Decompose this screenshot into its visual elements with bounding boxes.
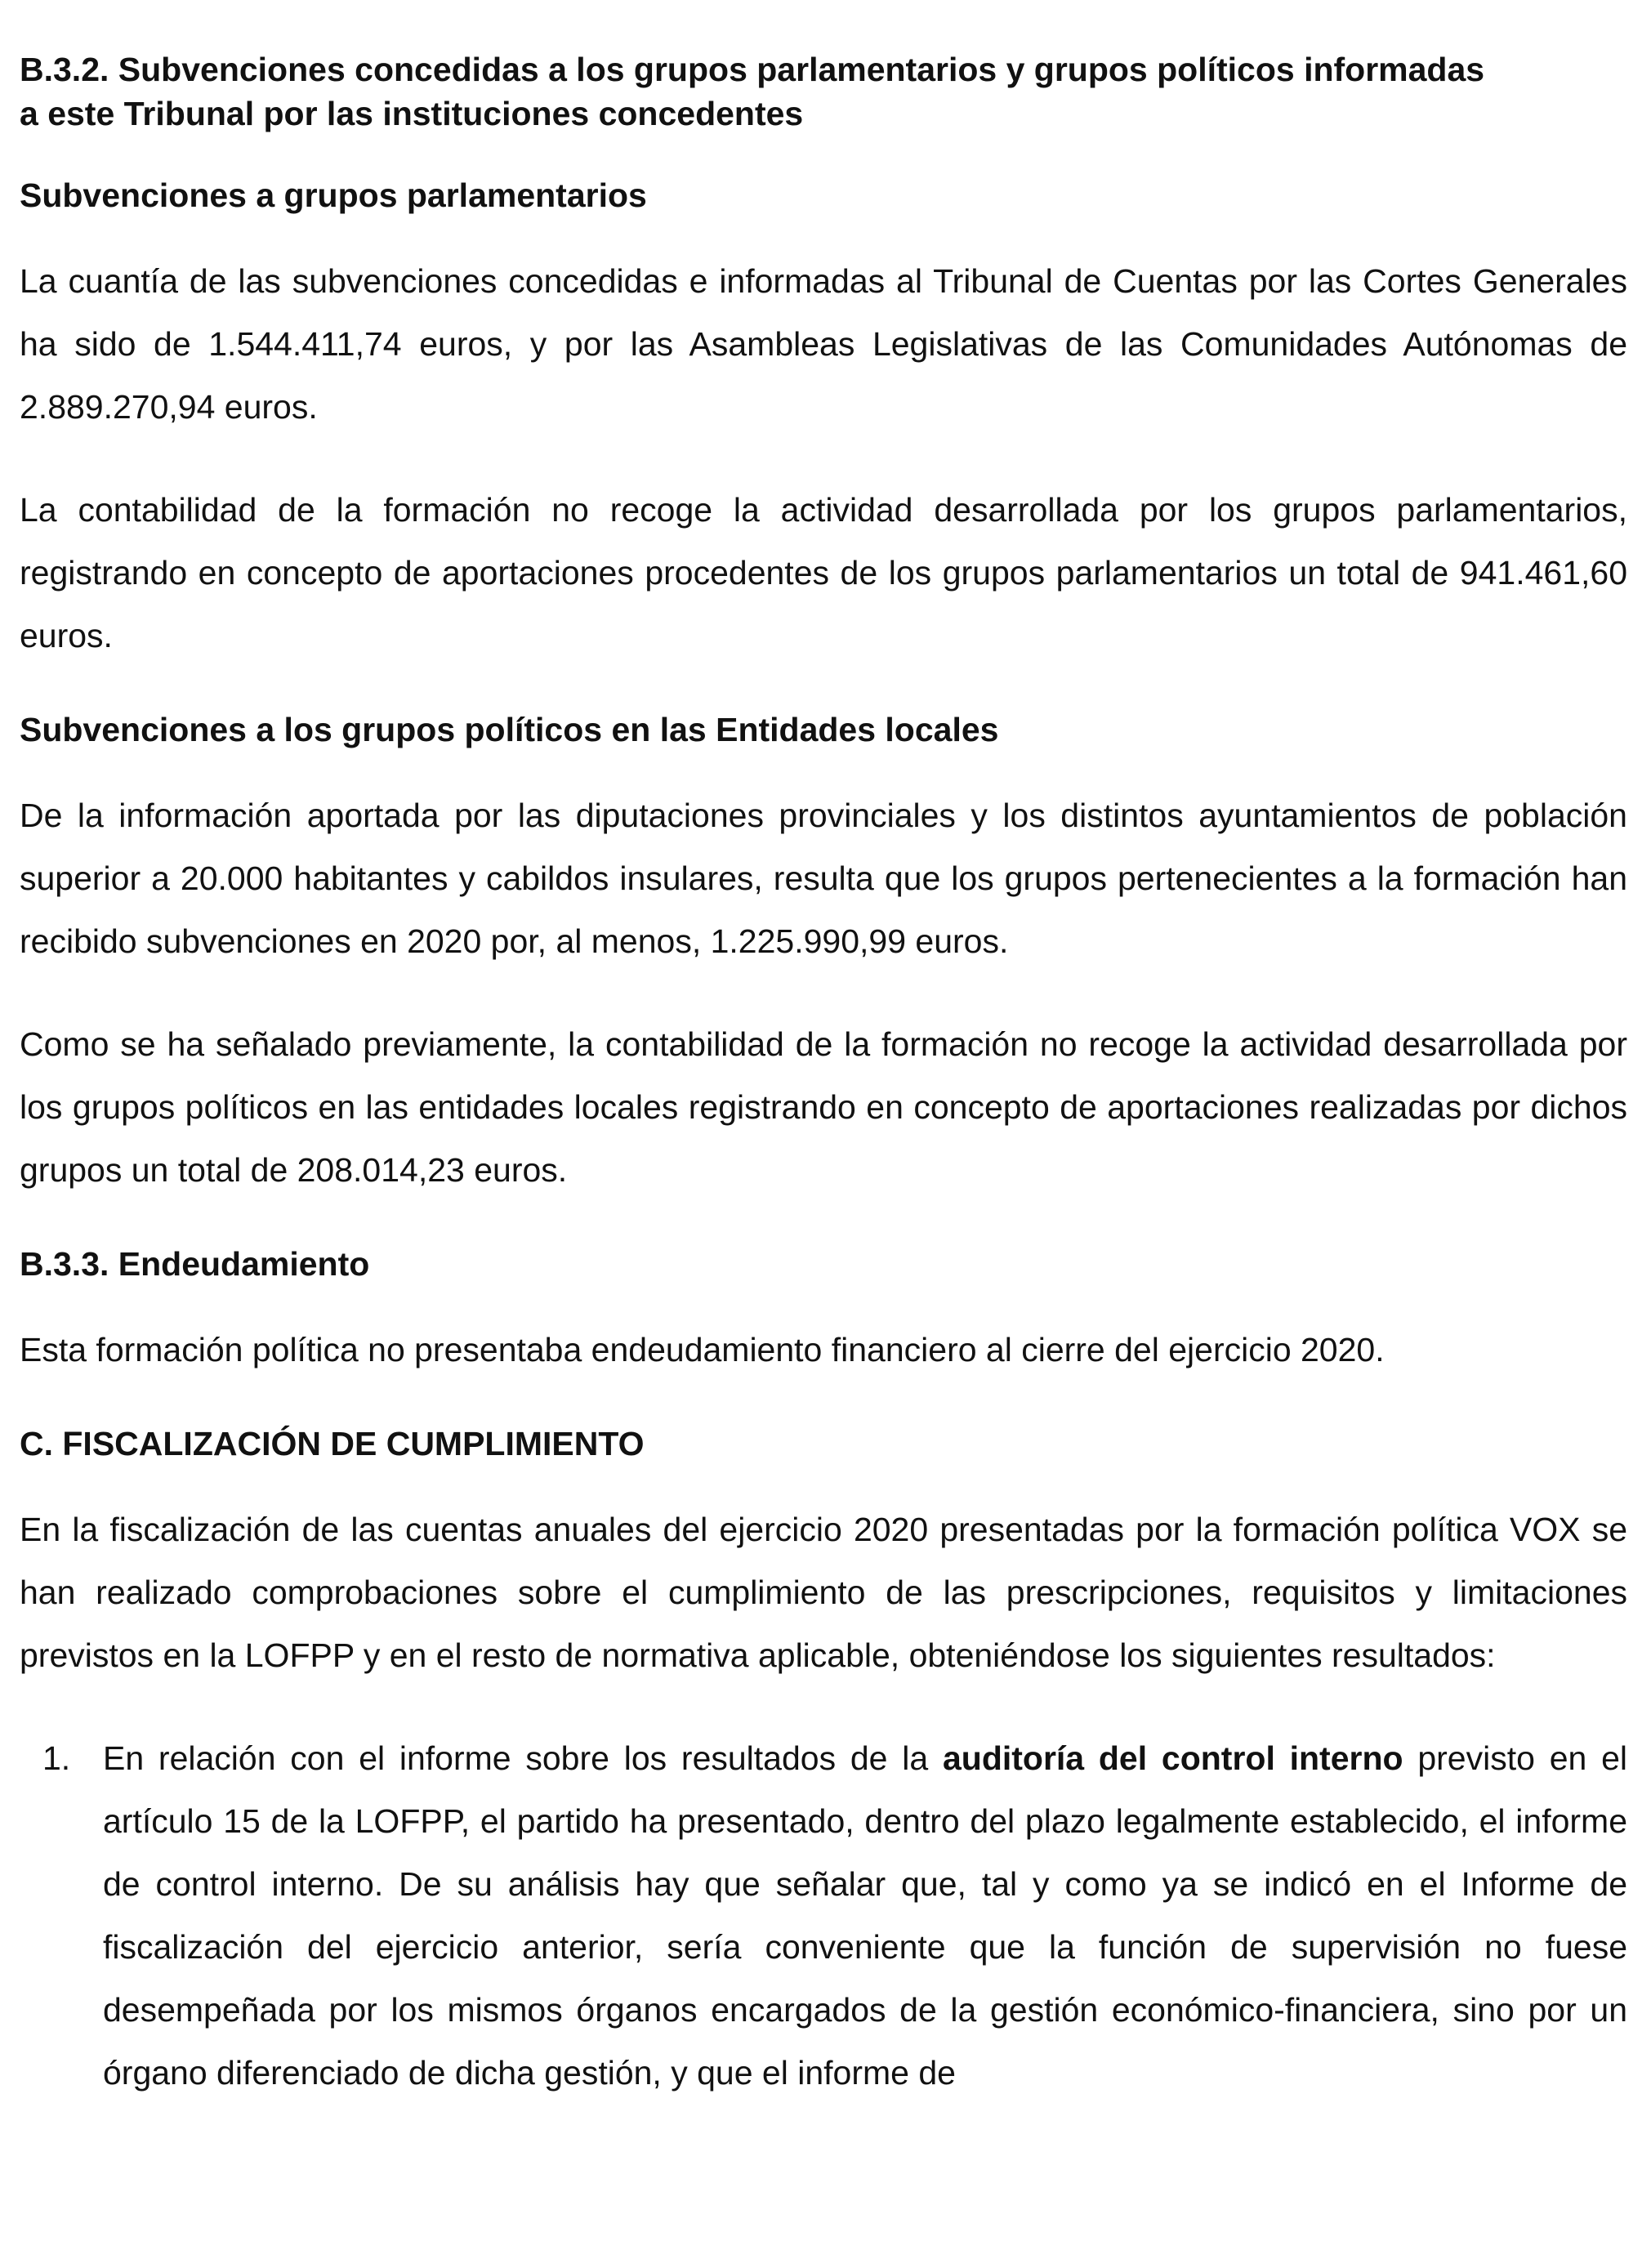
paragraph-local-subsidies: De la información aportada por las diputaciones provinciales y los distintos ayuntamientos de población superior a 20.000 habitantes y cabildos insulares, resulta que los grupos pertenecientes a la formación han recibido subvenciones en 2020 por, al menos, 1.225.990,99 euros. [20,797,1627,960]
document-page [20,47,1627,2105]
section-b32-title-line1: B.3.2. Subvenciones concedidas a los grupos parlamentarios y grupos políticos informadas [20,51,1485,88]
list-item-text [103,1727,1627,2105]
paragraph-debt: Esta formación política no presentaba endeudamiento financiero al cierre del ejercicio 2020. [20,1331,1385,1368]
subsection-parliamentary-groups-title: Subvenciones a grupos parlamentarios [20,176,647,214]
paragraph-local-accounting: Como se ha señalado previamente, la contabilidad de la formación no recoge la actividad desarrollada por los grupos políticos en las entidades locales registrando en concepto de aportaciones realizadas por dichos grupos un total de 208.014,23 euros. [20,1025,1627,1189]
section-b32-title-line2: a este Tribunal por las instituciones concedentes [20,95,804,132]
paragraph-compliance-intro: En la fiscalización de las cuentas anuales del ejercicio 2020 presentadas por la formación política VOX se han realizado comprobaciones sobre el cumplimiento de las prescripciones, requisitos y limitaciones previstos en la LOFPP y en el resto de normativa aplicable, obteniéndose los siguientes resultados: [20,1511,1627,1674]
list-item-text-before: En relación con el informe sobre los resultados de la [103,1739,943,1777]
subsection-local-groups-title: Subvenciones a los grupos políticos en las Entidades locales [20,711,999,748]
list-item [20,1727,1627,2105]
paragraph-parliamentary-accounting: La contabilidad de la formación no recoge la actividad desarrollada por los grupos parlamentarios, registrando en concepto de aportaciones procedentes de los grupos parlamentarios un total de 941.461,60 euros. [20,491,1627,654]
section-b32-title [20,47,1627,136]
section-b33-title: B.3.3. Endeudamiento [20,1245,370,1283]
list-item-text-bold: auditoría del control interno [942,1739,1403,1777]
section-c-title: C. FISCALIZACIÓN DE CUMPLIMIENTO [20,1425,645,1462]
compliance-results-list [20,1727,1627,2105]
list-item-number: 1. [42,1739,71,1777]
paragraph-parliamentary-subsidies: La cuantía de las subvenciones concedidas e informadas al Tribunal de Cuentas por las Cortes Generales ha sido de 1.544.411,74 euros, y por las Asambleas Legislativas de las Comunidades Autónomas de 2.889.270,94 euros. [20,262,1627,426]
list-item-text-after: previsto en el artículo 15 de la LOFPP, el partido ha presentado, dentro del plazo legalmente establecido, el informe de control interno. De su análisis hay que señalar que, tal y como ya se indicó en el Informe de fiscalización del ejercicio anterior, sería conveniente que la función de supervisión no fuese desempeñada por los mismos órganos encargados de la gestión económico-financiera, sino por un órgano diferenciado de dicha gestión, y que el informe de [103,1739,1627,2092]
